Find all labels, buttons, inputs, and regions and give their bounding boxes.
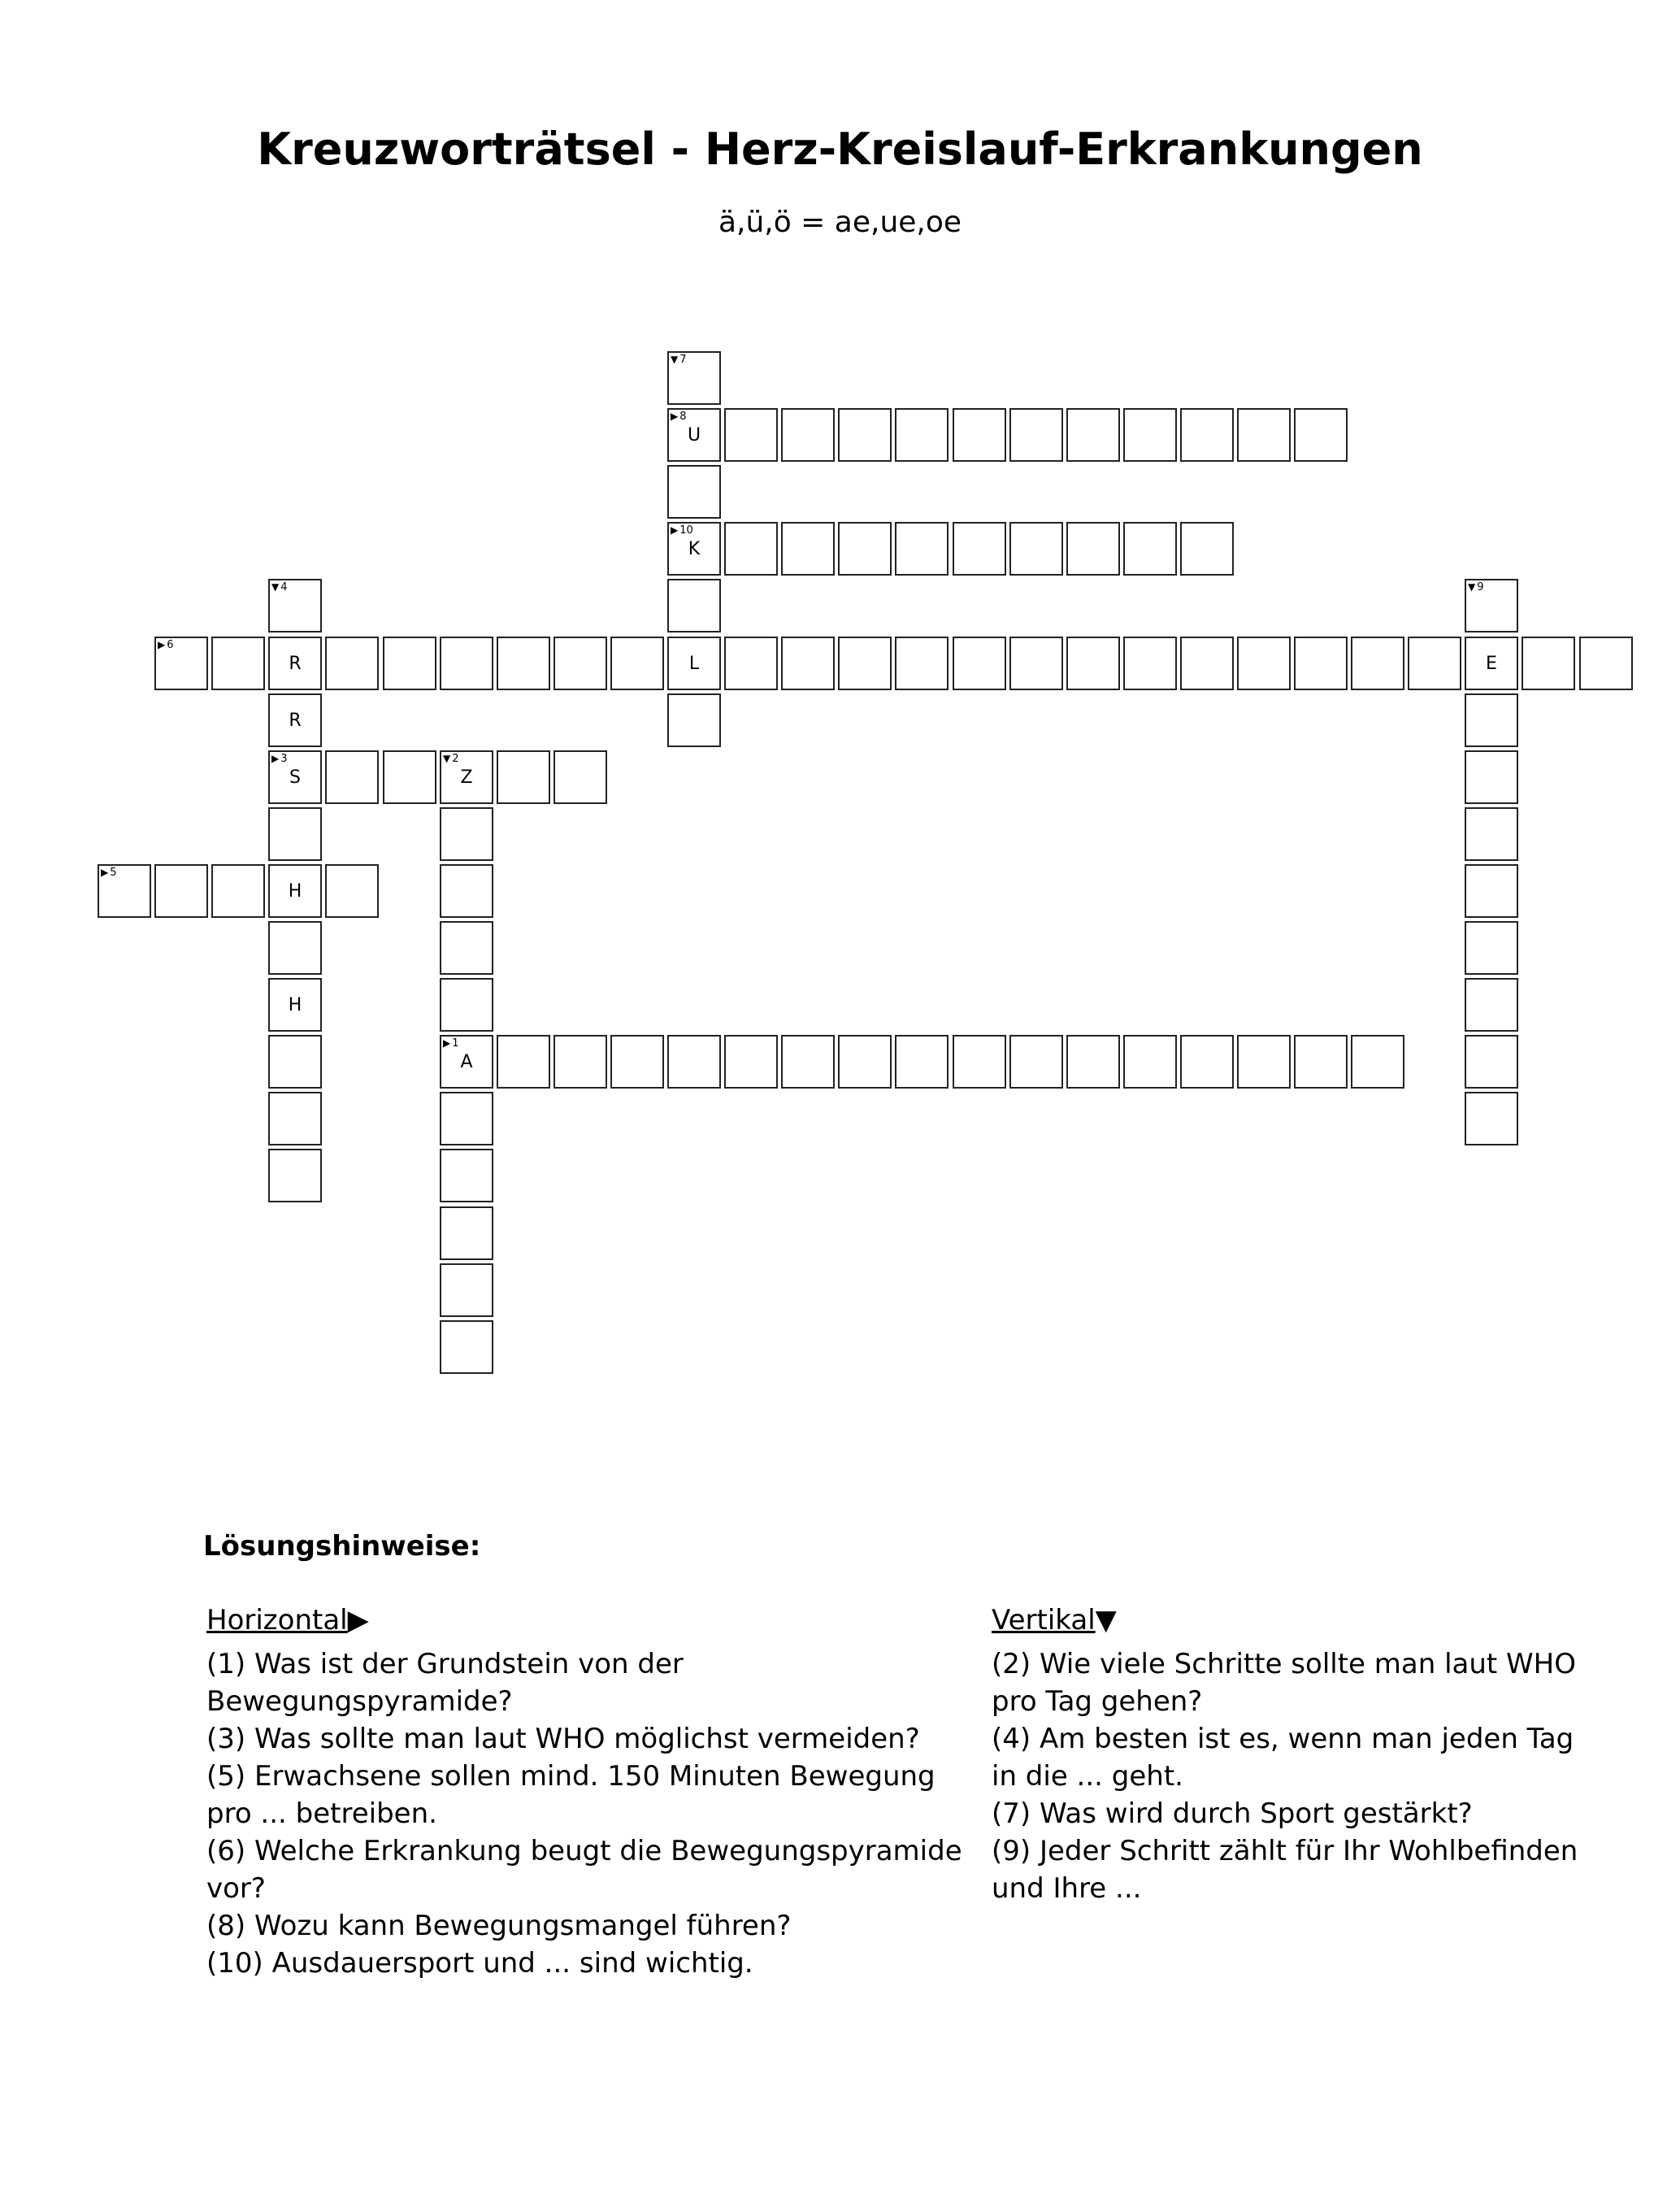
- grid-cell[interactable]: [1465, 750, 1518, 804]
- grid-cell[interactable]: [667, 465, 721, 519]
- grid-cell[interactable]: [440, 1035, 493, 1089]
- grid-cell[interactable]: [1180, 637, 1234, 690]
- given-letter: U: [687, 425, 701, 446]
- clue-number-label: [158, 639, 174, 651]
- grid-cell[interactable]: [1237, 637, 1291, 690]
- horizontal-label: Horizontal: [206, 1604, 348, 1636]
- clue-9: (9) Jeder Schritt zählt für Ihr Wohlbefinden und Ihre ...: [992, 1835, 1578, 1905]
- grid-cell[interactable]: [781, 408, 835, 462]
- given-letter: R: [289, 654, 302, 674]
- grid-cell[interactable]: [953, 408, 1006, 462]
- grid-cell[interactable]: [781, 1035, 835, 1089]
- grid-cell[interactable]: [667, 408, 721, 462]
- grid-cell[interactable]: [838, 522, 892, 576]
- grid-cell[interactable]: [1009, 637, 1063, 690]
- grid-cell[interactable]: [895, 637, 949, 690]
- vertical-header: [992, 1602, 1593, 1639]
- given-letter: H: [288, 995, 302, 1015]
- given-letter: S: [289, 767, 301, 788]
- clue-10: (10) Ausdauersport und ... sind wichtig.: [206, 1947, 753, 1980]
- clue-number-label: [671, 411, 687, 423]
- clue-number: 7: [679, 354, 687, 366]
- grid-cell[interactable]: [268, 978, 322, 1032]
- grid-cell[interactable]: [268, 693, 322, 747]
- grid-cell[interactable]: [953, 1035, 1006, 1089]
- vertical-label: Vertikal: [992, 1604, 1096, 1636]
- clue-7: (7) Was wird durch Sport gestärkt?: [992, 1797, 1473, 1830]
- grid-cell[interactable]: [724, 1035, 778, 1089]
- grid-cell[interactable]: [268, 921, 322, 975]
- grid-cell[interactable]: [1009, 522, 1063, 576]
- clue-5: (5) Erwachsene sollen mind. 150 Minuten Bewegung pro ... betreiben.: [206, 1760, 936, 1830]
- grid-cell[interactable]: [1180, 1035, 1234, 1089]
- grid-cell[interactable]: [838, 408, 892, 462]
- right-arrow-icon: ▶: [671, 524, 679, 536]
- grid-cell[interactable]: [440, 637, 493, 690]
- clue-number: 9: [1477, 581, 1484, 593]
- grid-cell[interactable]: [440, 1206, 493, 1260]
- clue-number: 1: [452, 1037, 459, 1050]
- grid-cell[interactable]: [154, 637, 208, 690]
- clue-3: (3) Was sollte man laut WHO möglichst vermeiden?: [206, 1723, 920, 1755]
- grid-cell[interactable]: [1009, 1035, 1063, 1089]
- grid-cell[interactable]: [667, 1035, 721, 1089]
- grid-cell[interactable]: [154, 864, 208, 918]
- grid-cell[interactable]: [1180, 522, 1234, 576]
- grid-cell[interactable]: [724, 637, 778, 690]
- grid-cell[interactable]: [953, 522, 1006, 576]
- grid-cell[interactable]: [497, 1035, 550, 1089]
- clue-number: 5: [110, 867, 117, 879]
- grid-cell[interactable]: [440, 1263, 493, 1317]
- down-arrow-icon: ▼: [1095, 1604, 1117, 1636]
- grid-cell[interactable]: [1465, 921, 1518, 975]
- grid-cell[interactable]: [1237, 1035, 1291, 1089]
- grid-cell[interactable]: [1123, 1035, 1177, 1089]
- grid-cell[interactable]: [440, 1320, 493, 1374]
- right-arrow-icon: ▶: [443, 1037, 451, 1049]
- grid-cell[interactable]: [1294, 637, 1348, 690]
- clue-6: (6) Welche Erkrankung beugt die Bewegungspyramide vor?: [206, 1835, 962, 1905]
- grid-cell[interactable]: [838, 637, 892, 690]
- grid-cell[interactable]: [667, 522, 721, 576]
- grid-cell[interactable]: [1465, 807, 1518, 861]
- grid-cell[interactable]: [1522, 637, 1575, 690]
- grid-cell[interactable]: [440, 921, 493, 975]
- grid-cell[interactable]: [1123, 637, 1177, 690]
- grid-cell[interactable]: [667, 693, 721, 747]
- grid-cell[interactable]: [1237, 408, 1291, 462]
- grid-cell[interactable]: [1123, 408, 1177, 462]
- grid-cell[interactable]: [1465, 1035, 1518, 1089]
- grid-cell[interactable]: [268, 1149, 322, 1202]
- grid-cell[interactable]: [895, 522, 949, 576]
- grid-cell[interactable]: [1066, 522, 1120, 576]
- grid-cell[interactable]: [781, 522, 835, 576]
- grid-cell[interactable]: [781, 637, 835, 690]
- given-letter: H: [288, 881, 302, 902]
- down-arrow-icon: ▼: [1468, 581, 1476, 593]
- grid-cell[interactable]: [667, 579, 721, 632]
- grid-cell[interactable]: [1351, 637, 1404, 690]
- hints-heading: Lösungshinweise:: [203, 1530, 481, 1563]
- grid-cell[interactable]: [268, 1035, 322, 1089]
- grid-cell[interactable]: [325, 637, 379, 690]
- grid-cell[interactable]: [1465, 1092, 1518, 1145]
- given-letter: L: [688, 654, 700, 674]
- given-letter: K: [688, 539, 701, 559]
- grid-cell[interactable]: [497, 637, 550, 690]
- grid-cell[interactable]: [211, 864, 265, 918]
- grid-cell[interactable]: [553, 750, 607, 804]
- grid-cell[interactable]: [268, 579, 322, 632]
- grid-cell[interactable]: [268, 1092, 322, 1145]
- grid-cell[interactable]: [325, 750, 379, 804]
- grid-cell[interactable]: [268, 637, 322, 690]
- umlaut-note: ä,ü,ö = ae,ue,oe: [718, 206, 962, 239]
- grid-cell[interactable]: [553, 1035, 607, 1089]
- grid-cell[interactable]: [268, 750, 322, 804]
- right-arrow-icon: ▶: [671, 411, 679, 422]
- right-arrow-icon: ▶: [271, 753, 280, 764]
- grid-cell[interactable]: [211, 637, 265, 690]
- grid-cell[interactable]: [1294, 1035, 1348, 1089]
- down-arrow-icon: ▼: [443, 753, 451, 764]
- given-letter: E: [1486, 654, 1497, 674]
- right-arrow-icon: ▶: [347, 1604, 369, 1636]
- grid-cell[interactable]: [1066, 637, 1120, 690]
- grid-cell[interactable]: [1066, 1035, 1120, 1089]
- grid-cell[interactable]: [838, 1035, 892, 1089]
- page-title: Kreuzworträtsel - Herz-Kreislauf-Erkrankungen: [257, 124, 1423, 175]
- clue-number-label: [671, 354, 687, 366]
- grid-cell[interactable]: [1465, 864, 1518, 918]
- grid-cell[interactable]: [610, 637, 664, 690]
- clue-number: 4: [280, 581, 288, 593]
- clue-number: 2: [452, 753, 459, 765]
- clue-4: (4) Am besten ist es, wenn man jeden Tag in die ... geht.: [992, 1723, 1574, 1793]
- clue-8: (8) Wozu kann Bewegungsmangel führen?: [206, 1910, 792, 1942]
- grid-cell[interactable]: [497, 750, 550, 804]
- vertical-clues: [992, 1602, 1593, 1907]
- clue-1: (1) Was ist der Grundstein von der Bewegungspyramide?: [206, 1648, 684, 1718]
- grid-cell[interactable]: [1408, 637, 1461, 690]
- grid-cell[interactable]: [440, 1149, 493, 1202]
- grid-cell[interactable]: [98, 864, 151, 918]
- grid-cell[interactable]: [383, 750, 436, 804]
- clue-number: 3: [280, 753, 288, 765]
- grid-cell[interactable]: [325, 864, 379, 918]
- clue-number-label: [271, 581, 288, 593]
- right-arrow-icon: ▶: [158, 639, 166, 650]
- given-letter: R: [289, 711, 302, 731]
- clue-number-label: [443, 753, 459, 765]
- down-arrow-icon: ▼: [671, 354, 679, 365]
- given-letter: Z: [460, 767, 473, 788]
- grid-cell[interactable]: [953, 637, 1006, 690]
- clue-number-label: [671, 524, 693, 537]
- grid-cell[interactable]: [440, 864, 493, 918]
- grid-cell[interactable]: [1465, 637, 1518, 690]
- clue-number: 10: [679, 524, 693, 537]
- grid-cell[interactable]: [553, 637, 607, 690]
- grid-cell[interactable]: [1465, 978, 1518, 1032]
- grid-cell[interactable]: [1351, 1035, 1404, 1089]
- clue-number-label: [101, 867, 117, 879]
- grid-cell[interactable]: [1123, 522, 1177, 576]
- grid-cell[interactable]: [440, 807, 493, 861]
- down-arrow-icon: ▼: [271, 581, 280, 593]
- grid-cell[interactable]: [383, 637, 436, 690]
- clue-number-label: [271, 753, 288, 765]
- grid-cell[interactable]: [667, 351, 721, 405]
- grid-cell[interactable]: [268, 864, 322, 918]
- grid-cell[interactable]: [724, 522, 778, 576]
- grid-cell[interactable]: [440, 978, 493, 1032]
- right-arrow-icon: ▶: [101, 867, 109, 878]
- horizontal-header: [206, 1602, 987, 1639]
- grid-cell[interactable]: [1465, 693, 1518, 747]
- clue-number-label: [1468, 581, 1484, 593]
- clue-number: 6: [167, 639, 174, 651]
- clue-2: (2) Wie viele Schritte sollte man laut WHO pro Tag gehen?: [992, 1648, 1576, 1718]
- grid-cell[interactable]: [895, 1035, 949, 1089]
- grid-cell[interactable]: [1294, 408, 1348, 462]
- grid-cell[interactable]: [1066, 408, 1120, 462]
- grid-cell[interactable]: [1009, 408, 1063, 462]
- horizontal-clues: [206, 1602, 987, 1982]
- grid-cell[interactable]: [895, 408, 949, 462]
- grid-cell[interactable]: [1465, 579, 1518, 632]
- grid-cell[interactable]: [667, 637, 721, 690]
- grid-cell[interactable]: [440, 750, 493, 804]
- clue-number-label: [443, 1037, 459, 1050]
- grid-cell[interactable]: [724, 408, 778, 462]
- clue-number: 8: [679, 411, 687, 423]
- grid-cell[interactable]: [610, 1035, 664, 1089]
- grid-cell[interactable]: [1180, 408, 1234, 462]
- grid-cell[interactable]: [268, 807, 322, 861]
- grid-cell[interactable]: [1579, 637, 1633, 690]
- grid-cell[interactable]: [440, 1092, 493, 1145]
- given-letter: A: [460, 1052, 473, 1072]
